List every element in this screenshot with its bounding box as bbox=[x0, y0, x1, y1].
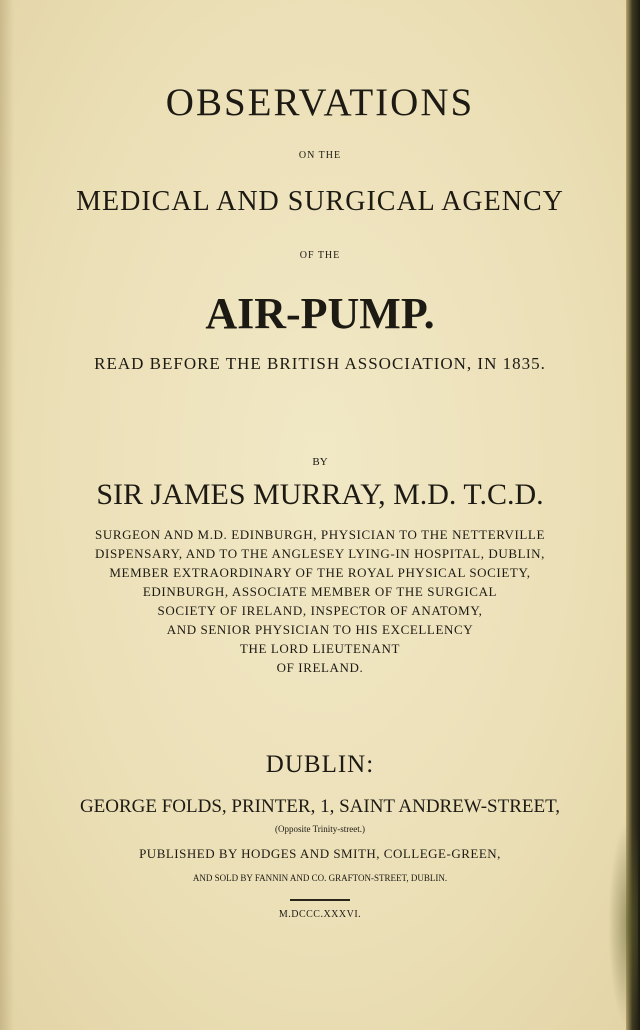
seller-line: AND SOLD BY FANNIN AND CO. GRAFTON-STREET, DUBLIN. bbox=[192, 873, 448, 883]
credential-line: SOCIETY OF IRELAND, INSPECTOR OF ANATOMY, bbox=[157, 603, 483, 618]
credential-line: AND SENIOR PHYSICIAN TO HIS EXCELLENCY bbox=[166, 622, 474, 637]
author-credentials bbox=[0, 525, 640, 677]
read-before-line: READ BEFORE THE BRITISH ASSOCIATION, IN 1835. bbox=[94, 354, 546, 373]
credential-line: DISPENSARY, AND TO THE ANGLESEY LYING-IN HOSPITAL, DUBLIN, bbox=[95, 546, 545, 561]
credential-line: OF IRELAND. bbox=[276, 660, 364, 675]
printer-line: GEORGE FOLDS, PRINTER, 1, SAINT ANDREW-STREET, bbox=[79, 796, 561, 817]
subject-heading: MEDICAL AND SURGICAL AGENCY bbox=[76, 186, 564, 217]
publication-date: M.DCCC.XXXVI. bbox=[278, 909, 362, 920]
main-title: AIR-PUMP. bbox=[205, 289, 435, 338]
publisher-line: PUBLISHED BY HODGES AND SMITH, COLLEGE-GREEN, bbox=[139, 846, 501, 861]
publication-place: DUBLIN: bbox=[265, 751, 375, 778]
printer-note: (Opposite Trinity-street.) bbox=[275, 824, 365, 834]
by-label: BY bbox=[312, 456, 328, 468]
of-the-label: OF THE bbox=[299, 250, 341, 261]
credential-line: SURGEON AND M.D. EDINBURGH, PHYSICIAN TO THE NETTERVILLE bbox=[95, 527, 545, 542]
on-the-label: ON THE bbox=[298, 150, 342, 161]
divider-rule bbox=[290, 899, 350, 901]
credential-line: MEMBER EXTRAORDINARY OF THE ROYAL PHYSICAL SOCIETY, bbox=[109, 565, 531, 580]
credential-line: THE LORD LIEUTENANT bbox=[239, 641, 401, 656]
author-name: SIR JAMES MURRAY, M.D. T.C.D. bbox=[96, 478, 544, 511]
credential-line: EDINBURGH, ASSOCIATE MEMBER OF THE SURGICAL bbox=[142, 584, 498, 599]
title-observations: OBSERVATIONS bbox=[165, 81, 475, 124]
